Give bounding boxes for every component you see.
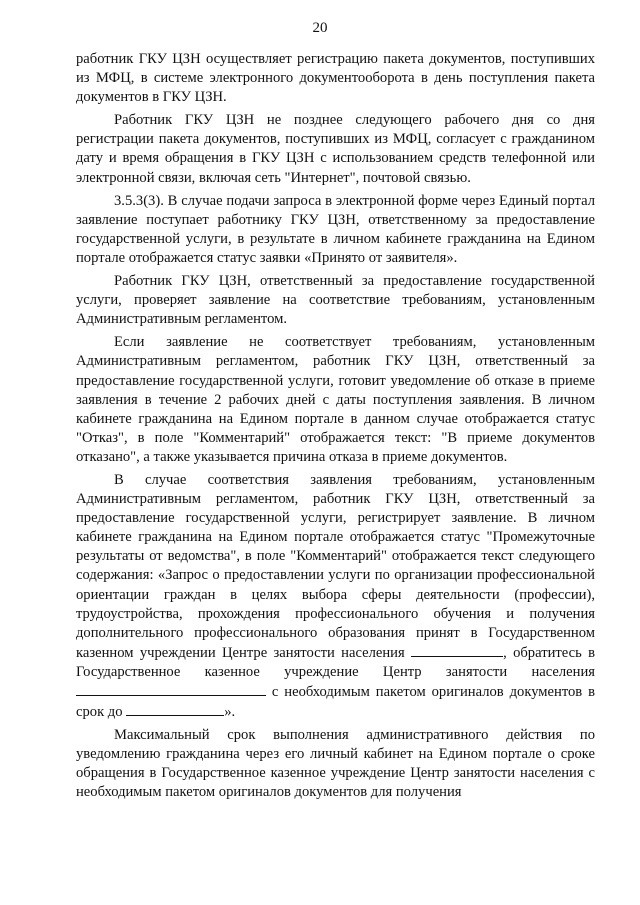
page-number: 20: [312, 20, 328, 36]
paragraph: Максимальный срок выполнения административного действия по уведомлению гражданина через его личный кабинет на Едином портале о сроке обращения в Государственное казенное учреждение Центр занятости населения с необходимым пакетом оригиналов документов для получения: [76, 727, 595, 801]
document-body: [76, 50, 595, 807]
paragraph: Если заявление не соответствует требованиям, установленным Административным регламентом, работник ГКУ ЦЗН, ответственный за предоставление государственной услуги, готовит уведомление об отказе в приеме заявления в течение 2 рабочих дней с даты поступления заявления. В личном кабинете гражданина на Едином портале в данном случае отображается статус "Отказ", в поле "Комментарий" отображается текст: "В приеме документов отказано", а также указывается причина отказа в приеме документов.: [76, 334, 595, 465]
paragraph-with-blanks: [76, 471, 595, 722]
paragraph: Работник ГКУ ЦЗН, ответственный за предоставление государственной услуги, проверяет заявление на соответствие требованиям, установленным Административным регламентом.: [76, 273, 595, 328]
paragraph-text: В случае соответствия заявления требованиям, установленным Административным регламентом, работник ГКУ ЦЗН, ответственный за предоставление государственной услуги, регистрирует заявление. В личном кабинете гражданина на Едином портале отображается статус "Промежуточные результаты от ведомства", в поле "Комментарий" отображается текст следующего содержания: «Запрос о предоставлении услуги по организации профессиональной ориентации граждан в целях выбора сферы деятельности (профессии), трудоустройства, прохождения профессионального обучения и получения дополнительного профессионального образования принят в Государственном казенном учреждении Центре занятости населения: [76, 471, 595, 661]
fill-in-blank-deadline: [126, 702, 224, 716]
paragraph: 3.5.3(3). В случае подачи запроса в электронной форме через Единый портал заявление поступает работнику ГКУ ЦЗН, ответственному за предоставление государственной услуги, в результате в личном кабинете гражданина на Едином портале отображается статус заявки «Принято от заявителя».: [76, 192, 595, 266]
paragraph-text: ».: [224, 704, 236, 721]
fill-in-blank-center-address: [76, 682, 266, 696]
fill-in-blank-center-name: [411, 643, 503, 657]
paragraph: работник ГКУ ЦЗН осуществляет регистрацию пакета документов, поступивших из МФЦ, в системе электронного документооборота в день поступления пакета документов в ГКУ ЦЗН.: [76, 51, 595, 106]
paragraph: Работник ГКУ ЦЗН не позднее следующего рабочего дня со дня регистрации пакета документов, поступивших из МФЦ, согласует с гражданином дату и время обращения в ГКУ ЦЗН с использованием средств телефонной или электронной связи, включая сеть "Интернет", почтовой связью.: [76, 112, 595, 186]
paragraph-text: , обратитесь в Государственное казенное учреждение Центр занятости населения: [76, 644, 595, 680]
paragraph-text: с необходимым пакетом оригиналов документов в срок до: [76, 684, 595, 721]
